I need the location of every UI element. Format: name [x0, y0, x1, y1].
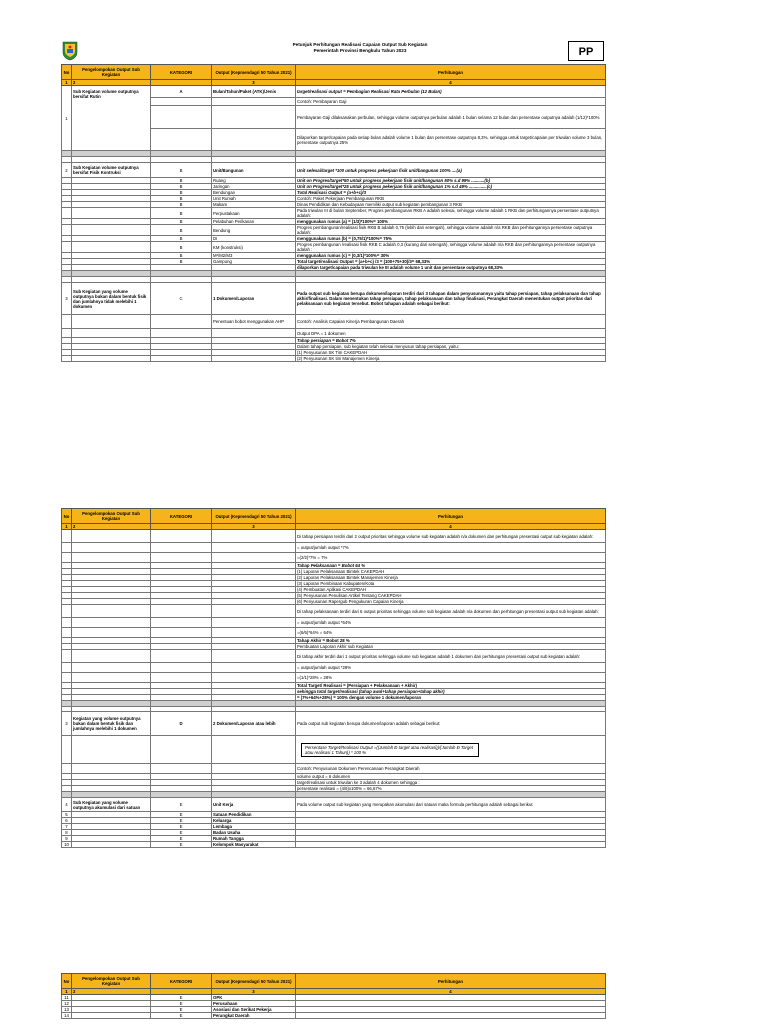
table-cell: Di tahap akhir terdiri dari 1 output prioritas sehingga volume sub kegiatan adalah 1 dokumen dan perhitungan presentasi output sub kegiatan adalah: — [296, 650, 606, 663]
table-cell: Tahap Pelaksanaan = Bobot 64 % — [296, 563, 606, 569]
table-cell: E — [151, 1007, 212, 1013]
table-cell: E — [151, 1001, 212, 1007]
group-cell: Kegiatan yang volume outputnya bukan dalam bentuk fisik dan jumlahnya melebihi 1 dokumen — [72, 712, 151, 736]
table-cell: Makam — [212, 202, 296, 208]
col-number: 2 — [72, 80, 151, 86]
table-row — [62, 242, 606, 253]
table-cell: 6 — [62, 818, 72, 824]
table-cell: Lembaga — [212, 824, 296, 830]
table-cell: 10 — [62, 842, 72, 848]
calc-table-part-2 — [61, 508, 606, 848]
table-cell: Di tahap persiapan terdiri dari 2 output prioritas sehingga volume sub kegiatan adalah n/a dokumen dan perhitungan presentasi output sub kegiatan adalah: — [296, 530, 606, 543]
table-row — [62, 543, 606, 553]
row-no: 1 — [62, 86, 72, 151]
table-cell: OPK — [212, 995, 296, 1001]
col-number: 3 — [212, 989, 296, 995]
table-row — [62, 798, 606, 812]
table-row — [62, 618, 606, 628]
table-cell: 12 — [62, 1001, 72, 1007]
col-number: 1 — [62, 989, 72, 995]
table-cell: B — [151, 190, 212, 196]
table-header-row — [62, 509, 606, 524]
col-calc: Perhitungan — [296, 65, 606, 80]
table-cell: E — [151, 812, 212, 818]
table-cell: E — [151, 836, 212, 842]
table-row — [62, 283, 606, 315]
table-cell: B — [151, 259, 212, 265]
col-calc: Perhitungan — [296, 974, 606, 989]
table-cell: E — [151, 830, 212, 836]
col-no: No — [62, 65, 72, 80]
table-cell: Di tahap pelaksanaan terdiri dari 6 output prioritas sehingga volume sub kegiatan adalah n/a dokumen dan perhitungan presentasi output sub kegiatan adalah: — [296, 605, 606, 618]
col-group: Pengelompokan Output Sub Kegiatan — [72, 974, 151, 989]
table-cell: Gampong — [212, 259, 296, 265]
title-line-2: Pemerintah Provinsi Bengkulu Tahun 2023 — [313, 48, 407, 53]
calc-cell: (2) Penyusunan SK tim Manajemen Kinerja — [296, 356, 606, 362]
table-cell: Badan Usaha — [212, 830, 296, 836]
calc-cell: (1) Penyusunan SK Tim CAKEPDAH — [296, 350, 606, 356]
col-category: KATEGORI — [151, 509, 212, 524]
calc-cell: Contoh: Penyusunan Dokumen Perencanaan Perangkat Daerah — [296, 764, 606, 774]
percentage-formula-box: Persentase Target/Realisasi Output =((Jumlah Ð target atau realisasi))/(Jumlah Ð Target atau realisasi 1 Tahun)) * 100 % — [301, 743, 479, 757]
table-cell: B — [151, 184, 212, 190]
table-row — [62, 86, 606, 98]
col-number: 4 — [296, 524, 606, 530]
calc-cell: target/realisasi output = Pembagian Realisasi Rata Perbulan (12 Bulan) — [296, 86, 606, 98]
provincial-crest-icon — [62, 41, 78, 61]
col-number: 4 — [296, 80, 606, 86]
col-output: Output (Kepmendagri 50 Tahun 2021) — [212, 509, 296, 524]
table-cell: Unit Rumah — [212, 196, 296, 202]
table-cell: E — [151, 1013, 212, 1019]
table-cell: B — [151, 242, 212, 253]
table-row — [62, 553, 606, 563]
col-number: 2 — [72, 524, 151, 530]
table-cell: E — [151, 995, 212, 1001]
table-cell: Bendungan — [212, 190, 296, 196]
table-cell: =(2/2)*7% = 7% — [296, 553, 606, 563]
table-cell: DI — [212, 236, 296, 242]
table-cell: Satuan Pendidikan — [212, 812, 296, 818]
col-number: 3 — [212, 524, 296, 530]
row-no: 2 — [62, 163, 72, 178]
col-category: KATEGORI — [151, 65, 212, 80]
table-cell: 7 — [62, 824, 72, 830]
table-cell: B — [151, 178, 212, 184]
col-number: 1 — [62, 524, 72, 530]
table-cell: Jaringan — [212, 184, 296, 190]
table-cell: Total Target/ Realisasi = (Persiapan + Pelaksanaan + Akhir) — [296, 683, 606, 689]
table-cell: Rumah Tangga — [212, 836, 296, 842]
table-cell: Progres pembangunan/realisasi fisik RKB B adalah 0,75 (lebih dari setengah), sehingga volume adalah n/a RKB dan perhitungannya persentase outputnya adalah: — [296, 225, 606, 236]
table-cell: (5) Penyusunan Penulisan Artikel Tentang CAKEPDAH — [296, 593, 606, 599]
table-row — [62, 605, 606, 618]
col-number: 2 — [72, 989, 151, 995]
table-row — [62, 208, 606, 219]
unit-rows — [62, 995, 606, 1019]
col-number: 3 — [212, 80, 296, 86]
col-output: Output (Kepmendagri 50 Tahun 2021) — [212, 65, 296, 80]
table-cell: Perangkat Daerah — [212, 1013, 296, 1019]
calc-cell: Dalam tahap persiapan, sub kegiatan telah selesai menyusun tahap persiapan, yaitu: — [296, 344, 606, 350]
col-category: KATEGORI — [151, 974, 212, 989]
table-cell: (4) Pembuatan Aplikasi CAKEPDAH — [296, 587, 606, 593]
col-no: No — [62, 509, 72, 524]
calc-cell: Contoh: Analisis Capaian Kinerja Pembangunan Daerah — [296, 315, 606, 329]
col-output: Output (Kepmendagri 50 Tahun 2021) — [212, 974, 296, 989]
calc-cell: volume output = 6 dokumen — [296, 774, 606, 780]
table-row — [62, 329, 606, 338]
table-cell: 9 — [62, 836, 72, 842]
table-cell: = output/jumlah output *64% — [296, 618, 606, 628]
title-line-1: Petunjuk Perhitungan Realisasi Capaian Output Sub Kegiatan — [292, 42, 428, 47]
table-cell: = output/jumlah output *7% — [296, 543, 606, 553]
table-cell: menggunakan rumus (a) = (1/3)*100%= 100% — [296, 219, 606, 225]
table-cell: Kelompok Masyarakat — [212, 842, 296, 848]
table-cell: =(6/6)*64% = 64% — [296, 628, 606, 638]
calc-cell: persentase realisasi = (4/6)x100% = 66,67% — [296, 786, 606, 792]
calc-cell: Dilaporkan target/capaian pada setiap bulan adalah volume 1 bulan dan persentase outputnya 8,3%, sehingga untuk target/capaian per triwulan volume 3 bulan, persentase outputnya 25% — [296, 129, 606, 151]
table-cell: =(1/1)*28% = 28% — [296, 673, 606, 683]
table-cell: Unit on Progres/target*25 untuk progress pekerjaan fisik unit/bangunan 1% s.d 49% ...............(c) — [296, 184, 606, 190]
table-cell: 5 — [62, 812, 72, 818]
table-cell: (6) Penyusunan Rapergub Pengukuran Capaian Kinerja — [296, 599, 606, 605]
table-row — [62, 315, 606, 329]
col-no: No — [62, 974, 72, 989]
output-unit-cell: Unit/Bangunan — [212, 163, 296, 178]
row-no: 3 — [62, 712, 72, 736]
table-row — [62, 356, 606, 362]
output-unit-cell: 2 Dokumen/Laporan atau lebih — [212, 712, 296, 736]
pp-badge: PP — [568, 41, 604, 61]
table-cell: 11 — [62, 995, 72, 1001]
table-cell: B — [151, 253, 212, 259]
col-calc: Perhitungan — [296, 509, 606, 524]
table-row — [62, 163, 606, 178]
table-row — [62, 225, 606, 236]
output-unit-cell: Unit Kerja — [212, 798, 296, 812]
calc-cell: Tahap persiapan = Bobot 7% — [296, 338, 606, 344]
calc-cell: target/realisasi untuk triwulan ke 3 adalah 4 dokumen sehingga : — [296, 780, 606, 786]
table-cell: 8 — [62, 830, 72, 836]
table-cell: Tahap Akhir = Bobot 28 % — [296, 638, 606, 644]
col-number: 1 — [62, 80, 72, 86]
table-row — [62, 736, 606, 764]
calc-cell: Pada volume output sub kegiatan yang merupakan akumulasi dari satuan maka formula perhitungan adalah sebagai berikut — [296, 798, 606, 812]
document-calc-rows — [62, 530, 606, 701]
col-number: 4 — [296, 989, 606, 995]
calc-cell: Unit selesai/target *100 untuk progress pekerjaan fisik unit/bangunan 100% ....(a) — [296, 163, 606, 178]
row-no: 4 — [62, 798, 72, 812]
table-cell: B — [151, 196, 212, 202]
unit-rows — [62, 812, 606, 848]
table-cell: Keluarga — [212, 818, 296, 824]
table-cell: dilaporkan target/capaian pada triwulan ke III adalah volume 1 unit dan persentase outputnya 68,33% — [296, 265, 606, 271]
table-cell: Contoh: Paket Pekerjaan Pembangunan RKB — [296, 196, 606, 202]
table-cell: = output/jumlah output *28% — [296, 663, 606, 673]
table-cell: (3) Laporan Pembinaan Kabupaten/Kota — [296, 581, 606, 587]
table-cell: B — [151, 219, 212, 225]
calc-cell: Pada output sub kegiatan berupa dokumen/laporan adalah sebagai berikut: — [296, 712, 606, 736]
category-cell: C — [151, 283, 212, 315]
table-cell: 14 — [62, 1013, 72, 1019]
group-cell: Sub Kegiatan yang volume outputnya bukan dalam bentuk fisik dan jumlahnya tidak melebihi 1 dokumen — [72, 283, 151, 315]
table-cell: B — [151, 236, 212, 242]
table-cell: Perusahaan — [212, 1001, 296, 1007]
table-cell: Pelabuhan Perikanan — [212, 219, 296, 225]
table-cell: (1) Laporan Pelaksanaan Bimtek CAKEPDAH — [296, 569, 606, 575]
category-cell: A — [151, 86, 212, 98]
table-row — [62, 764, 606, 774]
group-cell: Sub Kegiatan yang volume outputnya akumulasi dari satuan — [72, 798, 151, 812]
calc-table-part-3 — [61, 973, 606, 1019]
table-cell: Progres pembangunan /realisasi fisik RKB C adalah 0,3 (kurang dari setengah), sehingga volume adalah n/a RKB dan perhitungannya persentase outputnya adalah : — [296, 242, 606, 253]
table-cell: B — [151, 208, 212, 219]
table-row — [62, 650, 606, 663]
category-cell: E — [151, 798, 212, 812]
calc-cell: Contoh: Pembayaran Gaji — [296, 98, 606, 106]
table-cell: Pada triwulan III di bulan September, Progres pembangunan RKB A adalah selesai, sehingga volume adalah 1 RKB dan perhitungannya persentase outputnya adalah: — [296, 208, 606, 219]
table-cell: Total Realisasi Output = (a+b+c)/3 — [296, 190, 606, 196]
table-cell: menggunakan rumus (c) = (0,3/1)*100%= 30% — [296, 253, 606, 259]
table-cell: B — [151, 225, 212, 236]
table-cell: menggunakan rumus (b) = (0,75/1)*100%= 75% — [296, 236, 606, 242]
table-cell: sehingga total target/realisasi (tahap awal+tahap persiapan+tahap akhir) — [296, 689, 606, 695]
table-cell: M²/M2/M3 — [212, 253, 296, 259]
table-row — [62, 628, 606, 638]
table-cell: E — [151, 824, 212, 830]
table-row — [62, 530, 606, 543]
calc-table-part-1 — [61, 64, 606, 362]
table-row — [62, 1013, 606, 1019]
group-cell: Sub Kegiatan volume outputnya bersifat Fisik Kontruksi — [72, 163, 151, 178]
row-no: 3 — [62, 283, 72, 315]
category-cell: B — [151, 163, 212, 178]
col-group: Pengelompokan Output Sub Kegiatan — [72, 65, 151, 80]
table-cell: KM (konstruksi) — [212, 242, 296, 253]
table-cell: E — [151, 842, 212, 848]
table-header-row — [62, 974, 606, 989]
document-title — [150, 42, 570, 54]
table-row — [62, 663, 606, 673]
table-cell: 13 — [62, 1007, 72, 1013]
table-cell: B — [151, 202, 212, 208]
table-row — [62, 712, 606, 736]
output-unit-cell: Bulan/Tahun/Paket (ATK)/Jenis — [212, 86, 296, 98]
table-cell: (2) Laporan Pelaksanaan Bimtek Manajemen Kinerja — [296, 575, 606, 581]
calc-cell: Pembayaran Gaji dilaksanakan perbulan, sehingga volume outputnya perbulan adalah 1 bulan selama 12 bulan dan persentase outputnya adalah (1/12)*100% — [296, 106, 606, 129]
table-cell: Pembuatan Laporan Akhir sub Kegiatan — [296, 644, 606, 650]
table-cell: E — [151, 818, 212, 824]
col-group: Pengelompokan Output Sub Kegiatan — [72, 509, 151, 524]
table-cell: Asosiasi dan Serikat Pekerja — [212, 1007, 296, 1013]
table-row — [62, 842, 606, 848]
calc-cell: Pada output sub kegiatan berupa dokumen/laporan terdiri dari 3 tahapan dalam penyusunannya yaitu tahap persiapan, tahap pelaksanaan dan tahap akhir/finalisasi. Dalam menentukan tahap persiapan, tahap pelaksanaan dan tahap finalisasi, Perangkat Daerah menentukan output prioritas dari pelaksanaan sub kegiatan tersebut. Bobot tahapan adalah sebagai berikut: — [296, 283, 606, 315]
calc-cell: Output DPA = 1 dokumen — [296, 329, 606, 338]
group-cell: Sub Kegiatan volume outputnya bersifat Rutin — [72, 86, 151, 151]
table-header-row — [62, 65, 606, 80]
construction-rows — [62, 178, 606, 271]
table-cell: Dinas Pendidikan dan Kebudayaan memiliki output sub kegiatan pembangunan 3 RKB — [296, 202, 606, 208]
table-cell: Bendung — [212, 225, 296, 236]
table-row — [62, 673, 606, 683]
category-cell: D — [151, 712, 212, 736]
output-unit-cell: 1 Dokumen/Laporan — [212, 283, 296, 315]
table-cell: Unit on Progres/target*50 untuk progress pekerjaan fisik unit/bangunan 50% s.d 99% ...........(b) — [296, 178, 606, 184]
table-cell: Total target/realisasi Output = (a+b+c) /3 = (100+75+30)/3= 68,33% — [296, 259, 606, 265]
table-cell: Ruang — [212, 178, 296, 184]
table-cell: = (7%+64%+28%) = 100% dengan volume 1 dokumen/laporan — [296, 695, 606, 701]
output-unit-cell: Penentuan bobot menggunakan AHP — [212, 315, 296, 329]
table-cell: Perpustakaan — [212, 208, 296, 219]
